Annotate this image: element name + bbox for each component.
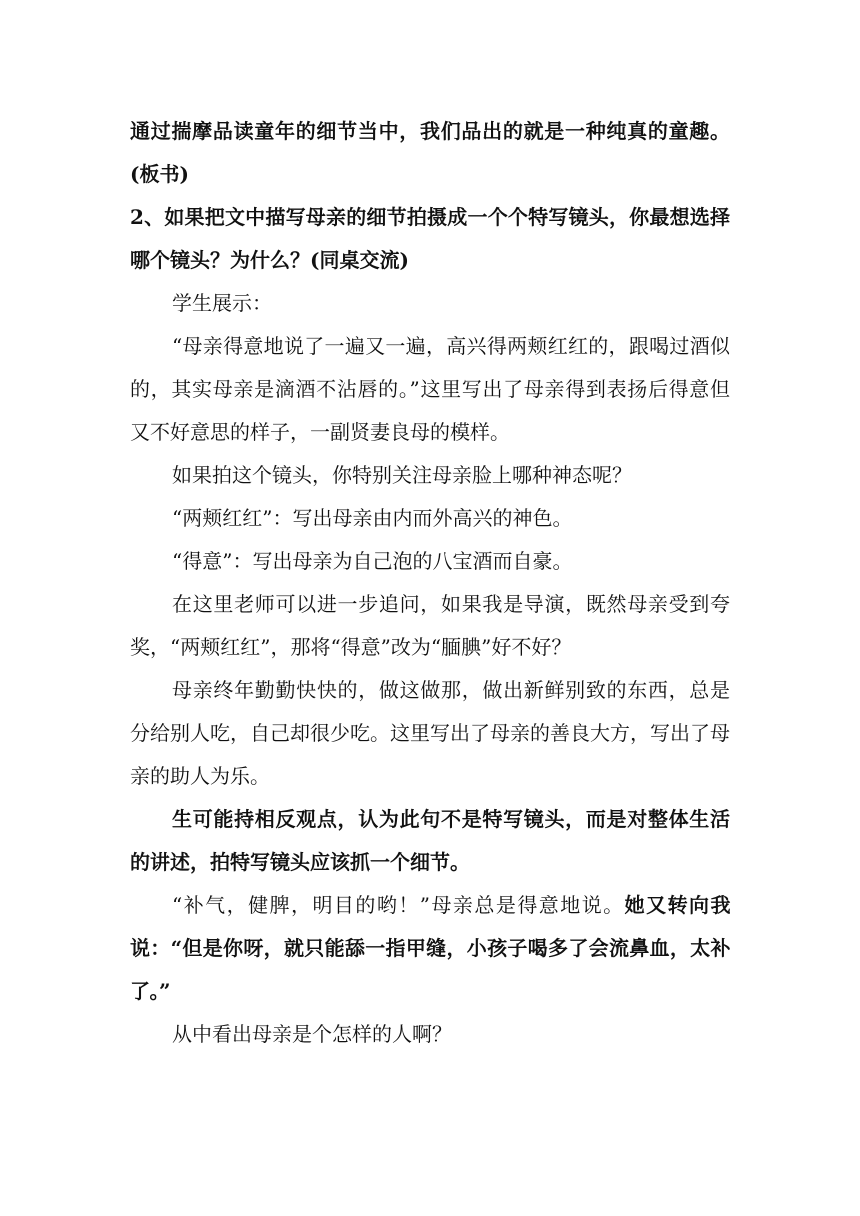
quote-health-bold: 她又转向我说：“但是你呀，就只能舔一指甲缝，小孩子喝多了会流鼻血，太补了。” (130, 893, 731, 1003)
paragraph-mother-diligent: 母亲终年勤勤快快的，做这做那，做出新鲜别致的东西，总是分给别人吃，自己却很少吃。这里写出了母亲的善良大方，写出了母亲的助人为乐。 (130, 678, 730, 788)
paragraph-proud: “得意”：写出母亲为自己泡的八宝酒而自豪。 (172, 549, 573, 573)
paragraph-camera-question: 如果拍这个镜头，你特别关注母亲脸上哪种神态呢？ (172, 463, 632, 487)
paragraph-question-2: 2、如果把文中描写母亲的细节拍摄成一个个特写镜头，你最想选择哪个镜头？为什么？(同桌交流) (130, 205, 730, 272)
paragraph-rosy-cheeks: “两颊红红”：写出母亲由内而外高兴的神色。 (172, 506, 573, 530)
document-body (130, 110, 730, 1056)
paragraph-teacher-followup: 在这里老师可以进一步追问，如果我是导演，既然母亲受到夸奖，“两颊红红”，那将“得意”改为“腼腆”好不好？ (130, 592, 730, 659)
paragraph-quote-health (130, 884, 730, 1013)
paragraph-summary: 通过揣摩品读童年的细节当中，我们品出的就是一种纯真的童趣。(板书) (130, 119, 730, 186)
paragraph-student-showcase: 学生展示： (172, 291, 272, 315)
quote-health-normal: “补气，健脾，明目的哟！”母亲总是得意地说。 (172, 893, 625, 917)
paragraph-final-question: 从中看出母亲是个怎样的人啊？ (172, 1022, 452, 1046)
paragraph-quote-mother-proud: “母亲得意地说了一遍又一遍，高兴得两颊红红的，跟喝过酒似的，其实母亲是滴酒不沾唇的。”这里写出了母亲得到表扬后得意但又不好意思的样子，一副贤妻良母的模样。 (130, 334, 730, 444)
paragraph-opposing-view: 生可能持相反观点，认为此句不是特写镜头，而是对整体生活的讲述，拍特写镜头应该抓一个细节。 (130, 807, 730, 874)
